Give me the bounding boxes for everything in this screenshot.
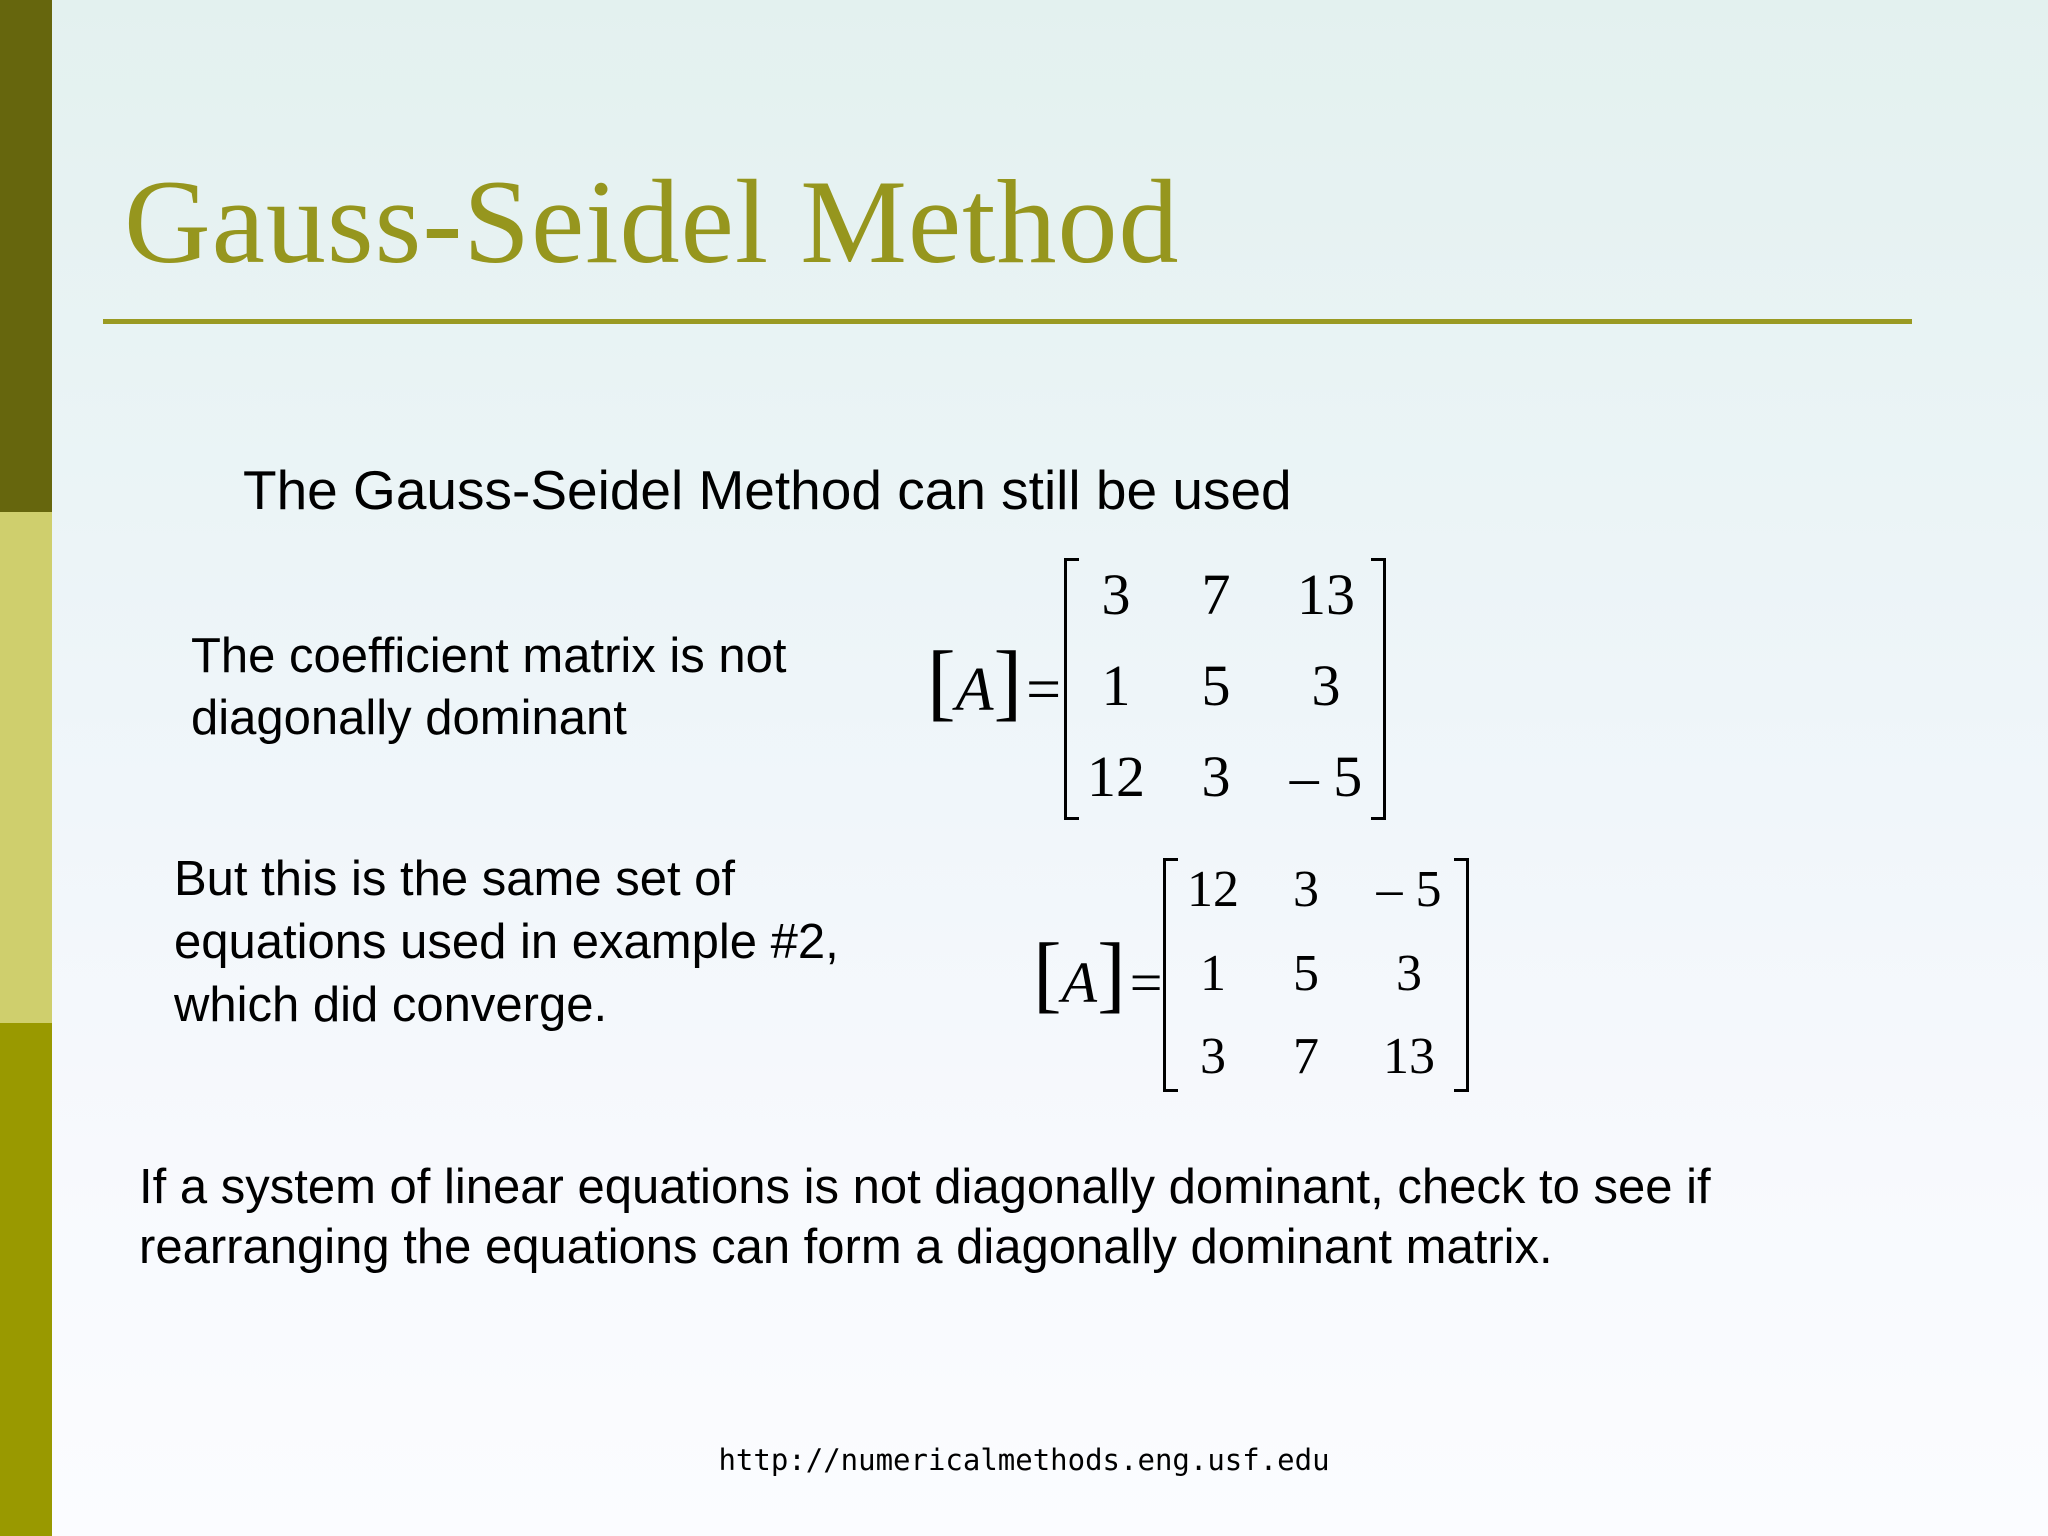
conclusion-text [139,1157,1711,1277]
matrix-cell: 12 [1187,861,1239,918]
slide-title: Gauss-Seidel Method [124,155,1180,288]
matrix-b-label [1033,925,1163,1021]
subtitle-text: The Gauss-Seidel Method can still be used [243,459,1292,521]
matrix-cell: 12 [1087,744,1145,809]
matrix-cell: 3 [1396,945,1422,1002]
note-line: which did converge. [174,978,608,1032]
matrix-cell: 7 [1293,1028,1319,1085]
equals-sign: = [1026,656,1062,724]
matrix-cell: 3 [1311,653,1341,718]
matrix-cell: 3 [1293,861,1319,918]
sidebar-stripe-middle [0,512,52,1023]
note-line: equations used in example #2, [174,915,839,969]
note-line: The coefficient matrix is not [191,629,787,683]
open-bracket: [ [927,633,956,729]
matrix-cell: – 5 [1289,744,1363,809]
matrix-cell: 7 [1201,562,1231,627]
conclusion-line: rearranging the equations can form a diagonally dominant matrix. [139,1220,1553,1274]
matrix-cell: 3 [1101,562,1131,627]
footer-url: http://numericalmethods.eng.usf.edu [718,1443,1330,1477]
open-bracket: [ [1033,925,1062,1021]
matrix-cell: – 5 [1376,861,1442,918]
note-line: diagonally dominant [191,691,627,745]
sidebar-stripe-top [0,0,52,512]
note-same-equations [174,848,839,1037]
matrix-cell: 3 [1200,1028,1226,1085]
matrix-a-label [927,633,1062,729]
matrix-cell: 3 [1201,744,1231,809]
conclusion-line: If a system of linear equations is not diagonally dominant, check to see if [139,1160,1711,1214]
matrix-cell: 13 [1383,1028,1435,1085]
matrix-cell: 5 [1201,653,1231,718]
matrix-variable: A [1061,950,1098,1015]
equals-sign: = [1129,950,1163,1015]
close-bracket: ] [993,633,1023,729]
matrix-cell: 1 [1200,945,1226,1002]
title-underline [103,319,1912,324]
note-not-dominant [191,625,787,749]
matrix-variable: A [955,656,994,724]
close-bracket: ] [1097,925,1126,1021]
note-line: But this is the same set of [174,852,736,906]
matrix-a [1064,558,1386,820]
matrix-cell: 1 [1101,653,1131,718]
matrix-cell: 5 [1293,945,1319,1002]
matrix-b [1163,858,1469,1092]
matrix-cell: 13 [1297,562,1355,627]
